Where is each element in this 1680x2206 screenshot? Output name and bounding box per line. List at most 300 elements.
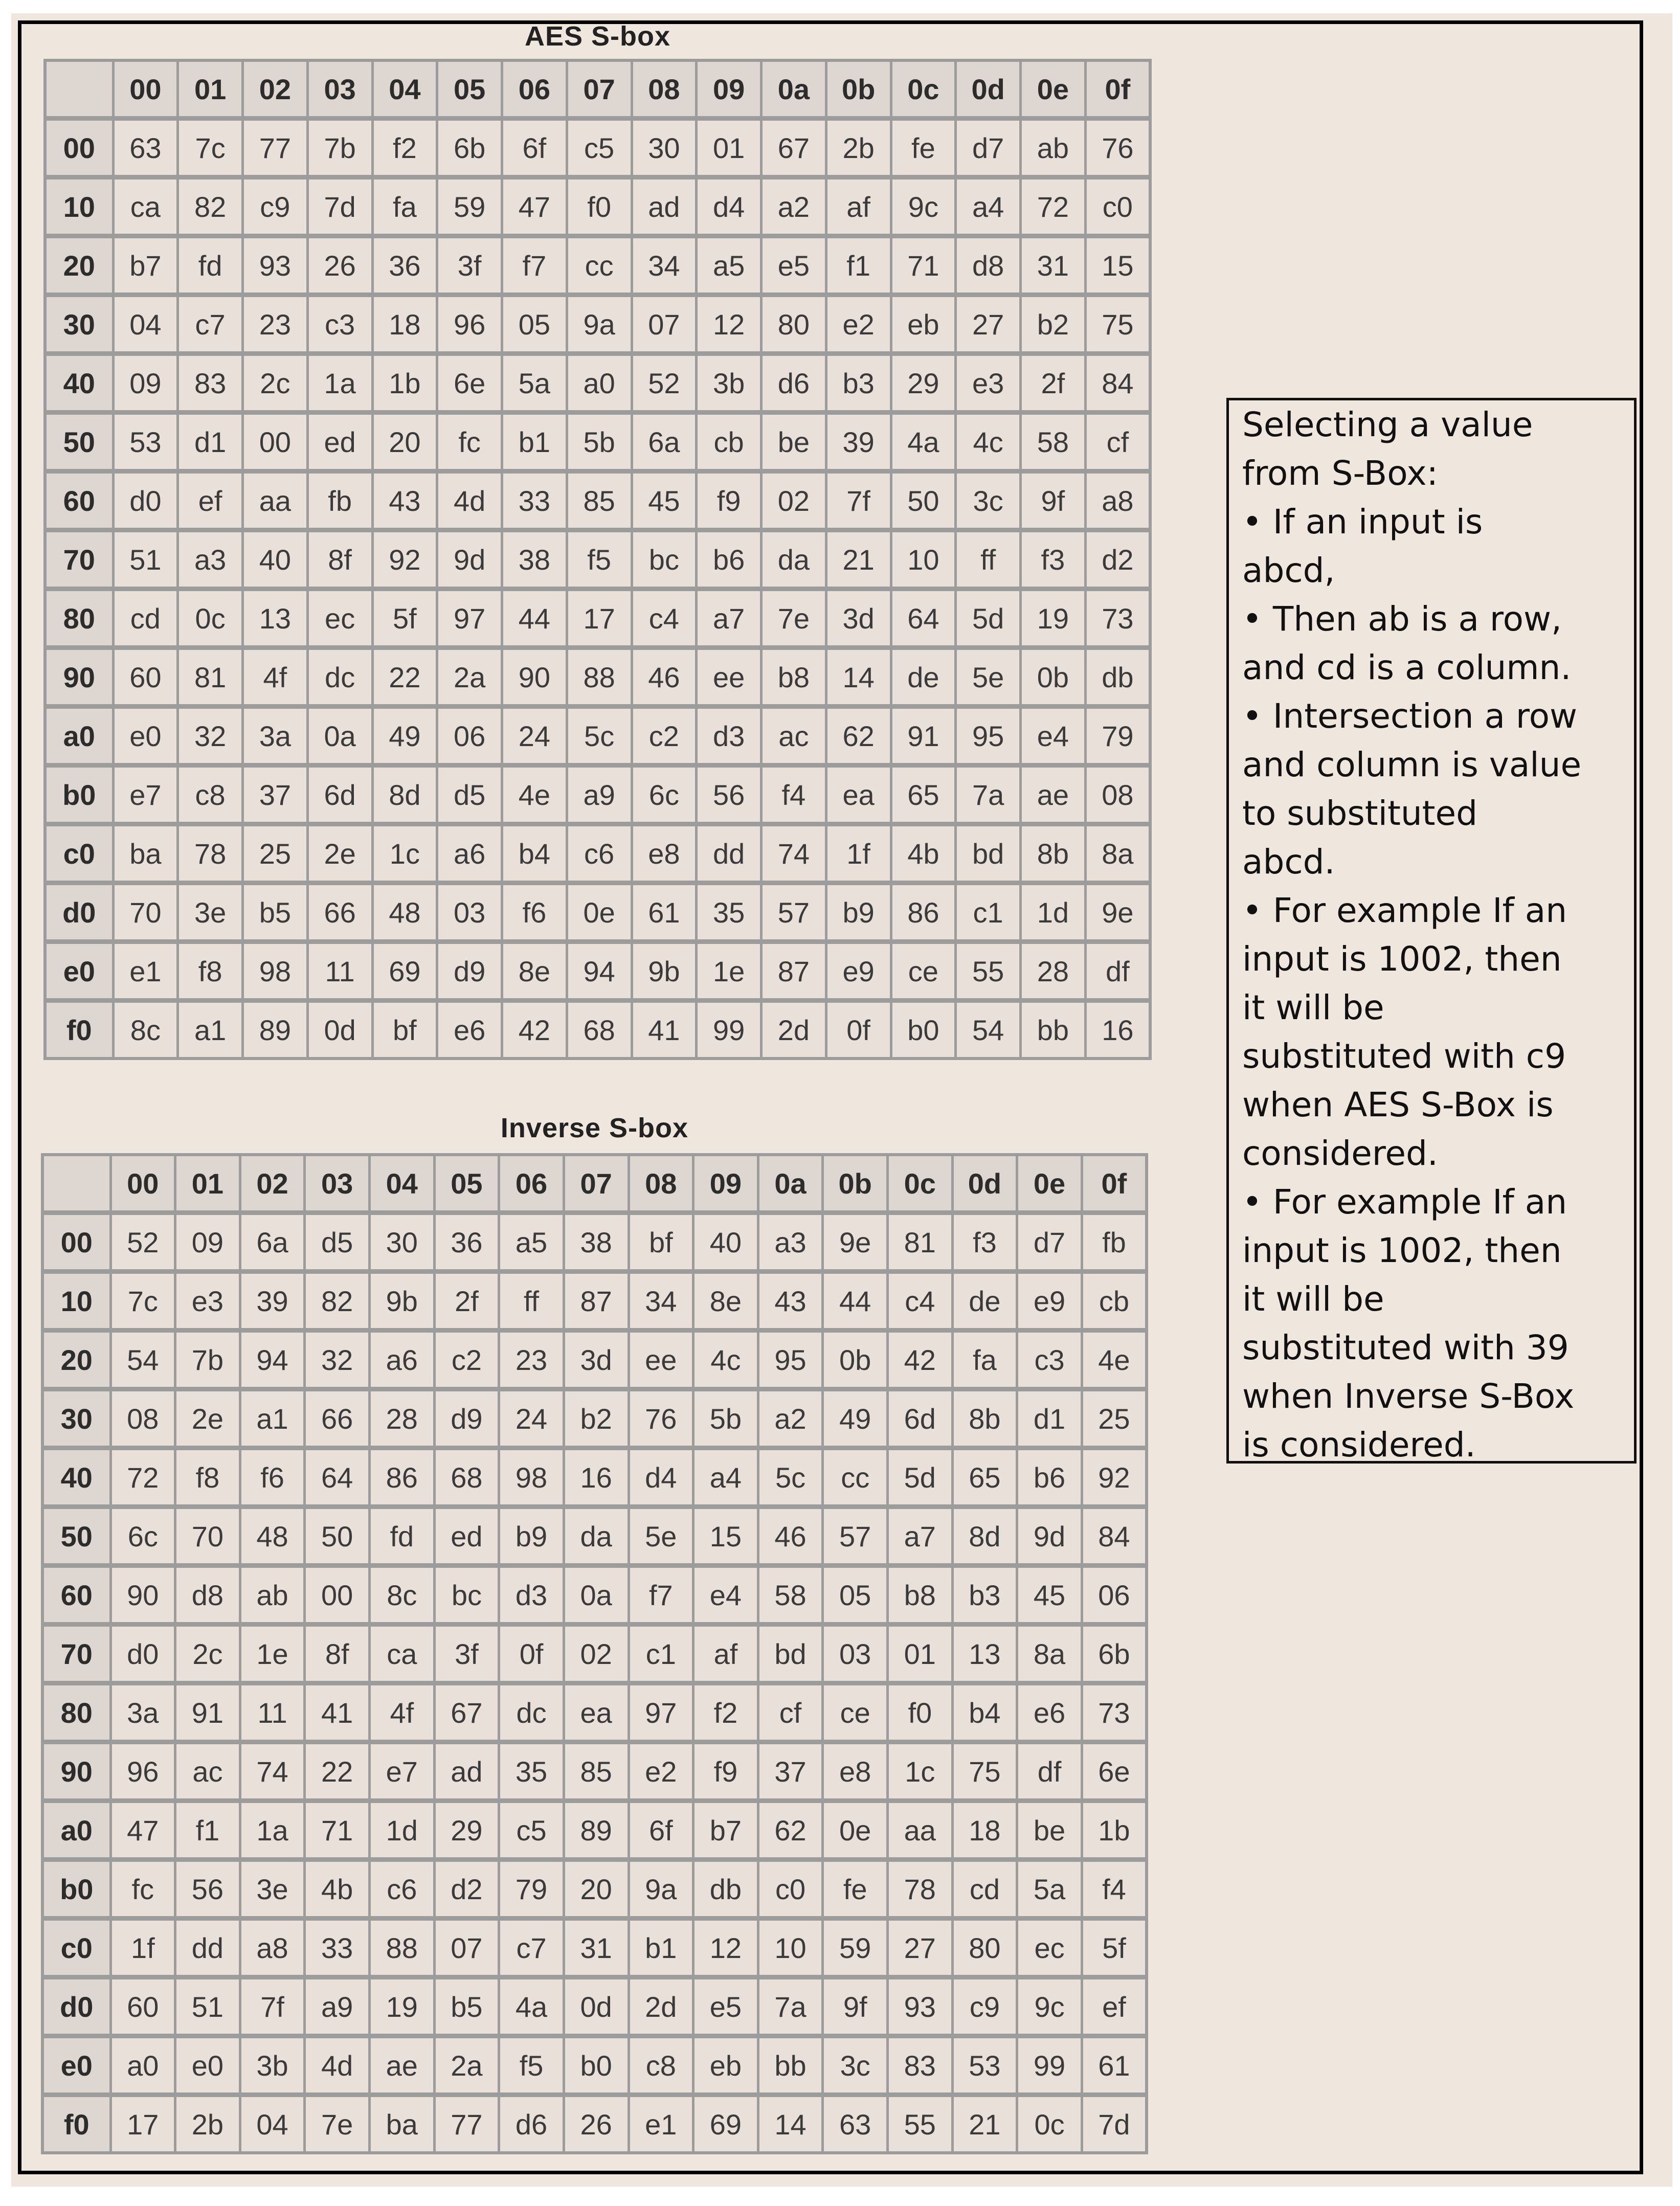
sbox-cell: 3c (956, 471, 1021, 530)
sbox-cell: c1 (629, 1625, 693, 1683)
column-header: 0d (956, 60, 1021, 119)
sbox-cell: b2 (1021, 295, 1086, 354)
sbox-cell: 6e (1082, 1742, 1147, 1801)
table-row (45, 177, 1150, 236)
sbox-cell: 34 (632, 236, 697, 295)
sbox-cell: ad (632, 177, 697, 236)
sbox-cell: 2c (243, 354, 308, 413)
sbox-cell: bc (434, 1566, 499, 1625)
sbox-cell: 83 (178, 354, 243, 413)
sbox-cell: 79 (499, 1860, 564, 1919)
sbox-cell: 73 (1082, 1683, 1147, 1742)
sbox-cell: 4b (891, 824, 956, 883)
aes-sbox-table (43, 59, 1152, 1060)
sbox-cell: 21 (826, 530, 891, 589)
sbox-cell: c1 (956, 883, 1021, 942)
table-row (45, 413, 1150, 471)
sbox-cell: e7 (370, 1742, 435, 1801)
sbox-cell: 70 (113, 883, 178, 942)
sbox-cell: e3 (175, 1272, 240, 1331)
sbox-cell: 8b (1021, 824, 1086, 883)
sbox-cell: df (1017, 1742, 1082, 1801)
sbox-cell: 42 (502, 1001, 567, 1059)
row-header: 60 (45, 471, 113, 530)
sbox-cell: 74 (240, 1742, 305, 1801)
sbox-cell: c2 (434, 1331, 499, 1389)
sbox-cell: 98 (243, 942, 308, 1001)
sbox-cell: 59 (823, 1919, 888, 1977)
note-line: considered. (1242, 1134, 1438, 1173)
sbox-cell: d7 (1017, 1213, 1082, 1272)
sbox-cell: 95 (758, 1331, 823, 1389)
sbox-cell: c0 (1085, 177, 1150, 236)
sbox-cell: 7e (761, 589, 826, 648)
sbox-cell: 45 (632, 471, 697, 530)
sbox-cell: fa (952, 1331, 1017, 1389)
sbox-cell: 11 (307, 942, 372, 1001)
column-header: 0c (891, 60, 956, 119)
sbox-cell: 81 (888, 1213, 953, 1272)
sbox-cell: 3b (697, 354, 761, 413)
sbox-cell: 75 (1085, 295, 1150, 354)
sbox-cell: 7e (305, 2095, 370, 2153)
sbox-cell: 3a (110, 1683, 175, 1742)
note-line: • If an input is (1242, 502, 1483, 542)
sbox-cell: 37 (243, 766, 308, 824)
sbox-cell: 2b (175, 2095, 240, 2153)
sbox-cell: 73 (1085, 589, 1150, 648)
sbox-cell: 0e (823, 1801, 888, 1860)
sbox-cell: a0 (110, 2036, 175, 2095)
sbox-cell: 75 (952, 1742, 1017, 1801)
sbox-cell: f4 (1082, 1860, 1147, 1919)
sbox-cell: 67 (761, 119, 826, 177)
sbox-cell: 70 (175, 1507, 240, 1566)
sbox-cell: 19 (370, 1977, 435, 2036)
sbox-cell: 88 (567, 648, 632, 707)
sbox-cell: ff (499, 1272, 564, 1331)
sbox-cell: 27 (956, 295, 1021, 354)
sbox-cell: 46 (758, 1507, 823, 1566)
sbox-cell: 62 (758, 1801, 823, 1860)
row-header: c0 (45, 824, 113, 883)
sbox-cell: e5 (693, 1977, 758, 2036)
table-row (45, 1001, 1150, 1059)
sbox-cell: 0b (1021, 648, 1086, 707)
sbox-cell: 8c (113, 1001, 178, 1059)
sbox-cell: e0 (113, 707, 178, 766)
table-row (45, 119, 1150, 177)
sbox-cell: 22 (372, 648, 437, 707)
column-header: 02 (240, 1155, 305, 1213)
sbox-cell: 82 (305, 1272, 370, 1331)
sbox-cell: 0c (178, 589, 243, 648)
column-header: 04 (372, 60, 437, 119)
sbox-cell: 4f (370, 1683, 435, 1742)
sbox-cell: 12 (693, 1919, 758, 1977)
table-row (42, 1742, 1147, 1801)
sbox-cell: 7d (1082, 2095, 1147, 2153)
sbox-cell: 92 (1082, 1448, 1147, 1507)
sbox-cell: c6 (567, 824, 632, 883)
sbox-cell: 24 (502, 707, 567, 766)
inverse-sbox-table (41, 1153, 1148, 2154)
sbox-cell: b7 (693, 1801, 758, 1860)
sbox-cell: 1e (697, 942, 761, 1001)
sbox-cell: 44 (823, 1272, 888, 1331)
column-header: 06 (499, 1155, 564, 1213)
note-line: and cd is a column. (1242, 648, 1572, 687)
sbox-cell: d2 (434, 1860, 499, 1919)
sbox-cell: fc (437, 413, 502, 471)
sbox-cell: ee (697, 648, 761, 707)
row-header: 50 (45, 413, 113, 471)
sbox-cell: 0a (307, 707, 372, 766)
sbox-cell: 3f (434, 1625, 499, 1683)
sbox-cell: 55 (956, 942, 1021, 1001)
sbox-cell: 51 (175, 1977, 240, 2036)
column-header: 03 (305, 1155, 370, 1213)
column-header: 09 (693, 1155, 758, 1213)
sbox-cell: 15 (1085, 236, 1150, 295)
column-header: 00 (113, 60, 178, 119)
sbox-cell: c9 (952, 1977, 1017, 2036)
sbox-cell: 4c (693, 1331, 758, 1389)
sbox-cell: 8d (372, 766, 437, 824)
sbox-cell: 7a (758, 1977, 823, 2036)
sbox-cell: 79 (1085, 707, 1150, 766)
row-header: e0 (45, 942, 113, 1001)
sbox-cell: f0 (567, 177, 632, 236)
sbox-cell: 96 (437, 295, 502, 354)
sbox-cell: 3c (823, 2036, 888, 2095)
column-header: 0c (888, 1155, 953, 1213)
sbox-cell: ad (434, 1742, 499, 1801)
sbox-cell: cd (952, 1860, 1017, 1919)
sbox-cell: 85 (567, 471, 632, 530)
sbox-cell: b3 (952, 1566, 1017, 1625)
sbox-cell: 05 (823, 1566, 888, 1625)
row-header: b0 (42, 1860, 110, 1919)
sbox-cell: ef (178, 471, 243, 530)
sbox-cell: 61 (1082, 2036, 1147, 2095)
column-header: 0a (758, 1155, 823, 1213)
sbox-cell: 06 (437, 707, 502, 766)
sbox-cell: 6d (307, 766, 372, 824)
sbox-cell: ca (113, 177, 178, 236)
sbox-cell: de (952, 1272, 1017, 1331)
sbox-cell: 8e (502, 942, 567, 1001)
sbox-cell: 82 (178, 177, 243, 236)
sbox-cell: e6 (1017, 1683, 1082, 1742)
note-line: from S-Box: (1242, 454, 1438, 493)
sbox-cell: 65 (891, 766, 956, 824)
sbox-cell: f6 (240, 1448, 305, 1507)
sbox-cell: 16 (1085, 1001, 1150, 1059)
sbox-cell: 58 (1021, 413, 1086, 471)
sbox-cell: ac (761, 707, 826, 766)
sbox-cell: 53 (113, 413, 178, 471)
row-header: 80 (42, 1683, 110, 1742)
sbox-cell: 5a (502, 354, 567, 413)
sbox-cell: ec (307, 589, 372, 648)
sbox-cell: 6d (888, 1389, 953, 1448)
sbox-cell: 2e (307, 824, 372, 883)
sbox-cell: f8 (178, 942, 243, 1001)
sbox-cell: db (1085, 648, 1150, 707)
sbox-cell: 44 (502, 589, 567, 648)
note-line: • For example If an (1242, 1182, 1567, 1222)
sbox-cell: bf (372, 1001, 437, 1059)
sbox-cell: 90 (110, 1566, 175, 1625)
sbox-cell: 5b (567, 413, 632, 471)
sbox-cell: b5 (434, 1977, 499, 2036)
sbox-cell: 35 (697, 883, 761, 942)
sbox-cell: 6b (437, 119, 502, 177)
sbox-cell: 63 (113, 119, 178, 177)
sbox-cell: 77 (434, 2095, 499, 2153)
sbox-cell: 89 (243, 1001, 308, 1059)
sbox-cell: 4f (243, 648, 308, 707)
sbox-cell: 2a (437, 648, 502, 707)
sbox-cell: 58 (758, 1566, 823, 1625)
sbox-selection-note (1226, 398, 1637, 1464)
sbox-cell: dd (697, 824, 761, 883)
sbox-cell: 26 (307, 236, 372, 295)
sbox-cell: 11 (240, 1683, 305, 1742)
sbox-cell: b4 (952, 1683, 1017, 1742)
sbox-cell: db (693, 1860, 758, 1919)
sbox-cell: e8 (823, 1742, 888, 1801)
sbox-cell: af (693, 1625, 758, 1683)
row-header: 00 (45, 119, 113, 177)
sbox-cell: b8 (761, 648, 826, 707)
sbox-cell: cb (1082, 1272, 1147, 1331)
sbox-cell: f0 (888, 1683, 953, 1742)
sbox-cell: 07 (434, 1919, 499, 1977)
sbox-cell: 2c (175, 1625, 240, 1683)
sbox-cell: af (826, 177, 891, 236)
sbox-cell: 50 (891, 471, 956, 530)
sbox-cell: dc (499, 1683, 564, 1742)
sbox-cell: 28 (370, 1389, 435, 1448)
table-row (45, 530, 1150, 589)
sbox-cell: f1 (175, 1801, 240, 1860)
sbox-cell: 56 (175, 1860, 240, 1919)
row-header: 80 (45, 589, 113, 648)
note-line: when Inverse S-Box (1242, 1377, 1575, 1416)
note-line: when AES S-Box is (1242, 1085, 1554, 1124)
column-header: 0e (1021, 60, 1086, 119)
sbox-cell: 9a (567, 295, 632, 354)
sbox-cell: 20 (372, 413, 437, 471)
sbox-cell: ab (1021, 119, 1086, 177)
sbox-cell: 63 (823, 2095, 888, 2153)
column-header: 0e (1017, 1155, 1082, 1213)
sbox-cell: 6a (632, 413, 697, 471)
column-header: 08 (632, 60, 697, 119)
sbox-cell: d4 (629, 1448, 693, 1507)
sbox-cell: d1 (178, 413, 243, 471)
sbox-cell: 68 (567, 1001, 632, 1059)
sbox-cell: d0 (113, 471, 178, 530)
sbox-cell: 9b (632, 942, 697, 1001)
sbox-cell: c9 (243, 177, 308, 236)
aes-sbox-title: AES S-box (524, 21, 671, 52)
row-header: f0 (45, 1001, 113, 1059)
sbox-cell: e9 (1017, 1272, 1082, 1331)
sbox-cell: c5 (567, 119, 632, 177)
sbox-cell: 69 (693, 2095, 758, 2153)
sbox-cell: da (564, 1507, 629, 1566)
sbox-cell: a1 (178, 1001, 243, 1059)
sbox-cell: 3b (240, 2036, 305, 2095)
sbox-cell: 01 (697, 119, 761, 177)
sbox-cell: ab (240, 1566, 305, 1625)
sbox-cell: dd (175, 1919, 240, 1977)
sbox-cell: 9e (1085, 883, 1150, 942)
sbox-cell: 4a (499, 1977, 564, 2036)
row-header: a0 (45, 707, 113, 766)
sbox-cell: 5d (888, 1448, 953, 1507)
sbox-cell: ed (434, 1507, 499, 1566)
sbox-cell: 2b (826, 119, 891, 177)
sbox-cell: 36 (434, 1213, 499, 1272)
sbox-cell: ca (370, 1625, 435, 1683)
sbox-cell: bc (632, 530, 697, 589)
sbox-cell: 5e (956, 648, 1021, 707)
sbox-cell: 03 (823, 1625, 888, 1683)
sbox-cell: 1c (888, 1742, 953, 1801)
sbox-cell: 93 (243, 236, 308, 295)
sbox-cell: e7 (113, 766, 178, 824)
sbox-cell: b0 (564, 2036, 629, 2095)
sbox-cell: 23 (243, 295, 308, 354)
sbox-cell: 00 (305, 1566, 370, 1625)
header-row (45, 60, 1150, 119)
sbox-cell: c5 (499, 1801, 564, 1860)
sbox-cell: 02 (761, 471, 826, 530)
sbox-cell: 53 (952, 2036, 1017, 2095)
sbox-cell: 39 (240, 1272, 305, 1331)
note-line: abcd, (1242, 551, 1335, 590)
sbox-cell: 65 (952, 1448, 1017, 1507)
sbox-cell: 85 (564, 1742, 629, 1801)
sbox-cell: 72 (1021, 177, 1086, 236)
sbox-cell: 27 (888, 1919, 953, 1977)
table-row (45, 236, 1150, 295)
sbox-cell: 49 (823, 1389, 888, 1448)
row-header: 10 (45, 177, 113, 236)
row-header: 00 (42, 1213, 110, 1272)
table-row (45, 883, 1150, 942)
table-row (42, 1625, 1147, 1683)
sbox-cell: fc (110, 1860, 175, 1919)
sbox-cell: 38 (502, 530, 567, 589)
row-header: f0 (42, 2095, 110, 2153)
table-row (42, 1213, 1147, 1272)
sbox-cell: 3f (437, 236, 502, 295)
sbox-cell: 4b (305, 1860, 370, 1919)
sbox-cell: 84 (1085, 354, 1150, 413)
sbox-cell: 8c (370, 1566, 435, 1625)
sbox-cell: 89 (564, 1801, 629, 1860)
sbox-cell: 17 (110, 2095, 175, 2153)
sbox-cell: f7 (629, 1566, 693, 1625)
sbox-cell: 64 (305, 1448, 370, 1507)
sbox-cell: ce (891, 942, 956, 1001)
sbox-cell: 1c (372, 824, 437, 883)
sbox-cell: d8 (175, 1566, 240, 1625)
sbox-cell: 1d (370, 1801, 435, 1860)
sbox-cell: fa (372, 177, 437, 236)
table-row (45, 295, 1150, 354)
sbox-cell: ba (370, 2095, 435, 2153)
note-line: substituted with c9 (1242, 1037, 1566, 1076)
sbox-cell: 33 (305, 1919, 370, 1977)
sbox-cell: 01 (888, 1625, 953, 1683)
sbox-cell: aa (243, 471, 308, 530)
sbox-cell: e4 (693, 1566, 758, 1625)
sbox-cell: 4e (502, 766, 567, 824)
column-header: 01 (178, 60, 243, 119)
sbox-cell: e8 (632, 824, 697, 883)
sbox-cell: e4 (1021, 707, 1086, 766)
sbox-cell: 06 (1082, 1566, 1147, 1625)
sbox-cell: e9 (826, 942, 891, 1001)
sbox-cell: 2a (434, 2036, 499, 2095)
table-row (45, 942, 1150, 1001)
sbox-cell: 25 (1082, 1389, 1147, 1448)
sbox-cell: 9f (823, 1977, 888, 2036)
sbox-cell: 74 (761, 824, 826, 883)
sbox-cell: 14 (826, 648, 891, 707)
sbox-cell: a2 (758, 1389, 823, 1448)
sbox-cell: c4 (632, 589, 697, 648)
sbox-cell: f7 (502, 236, 567, 295)
column-header: 01 (175, 1155, 240, 1213)
sbox-cell: be (1017, 1801, 1082, 1860)
sbox-cell: 9d (1017, 1507, 1082, 1566)
column-header: 08 (629, 1155, 693, 1213)
sbox-cell: 47 (110, 1801, 175, 1860)
table-row (45, 471, 1150, 530)
sbox-cell: c4 (888, 1272, 953, 1331)
sbox-cell: 28 (1021, 942, 1086, 1001)
row-header: e0 (42, 2036, 110, 2095)
sbox-cell: 48 (372, 883, 437, 942)
sbox-cell: 29 (434, 1801, 499, 1860)
sbox-cell: e2 (629, 1742, 693, 1801)
sbox-cell: 0d (564, 1977, 629, 2036)
sbox-cell: 1d (1021, 883, 1086, 942)
sbox-cell: 4c (956, 413, 1021, 471)
sbox-cell: 30 (370, 1213, 435, 1272)
sbox-cell: a7 (888, 1507, 953, 1566)
sbox-cell: f9 (693, 1742, 758, 1801)
column-header: 07 (564, 1155, 629, 1213)
sbox-cell: d7 (956, 119, 1021, 177)
sbox-cell: 48 (240, 1507, 305, 1566)
sbox-cell: 0e (567, 883, 632, 942)
sbox-cell: 1a (240, 1801, 305, 1860)
sbox-cell: 38 (564, 1213, 629, 1272)
sbox-cell: a3 (178, 530, 243, 589)
row-header: 20 (45, 236, 113, 295)
sbox-cell: 08 (1085, 766, 1150, 824)
column-header: 0f (1085, 60, 1150, 119)
column-header: 0b (823, 1155, 888, 1213)
